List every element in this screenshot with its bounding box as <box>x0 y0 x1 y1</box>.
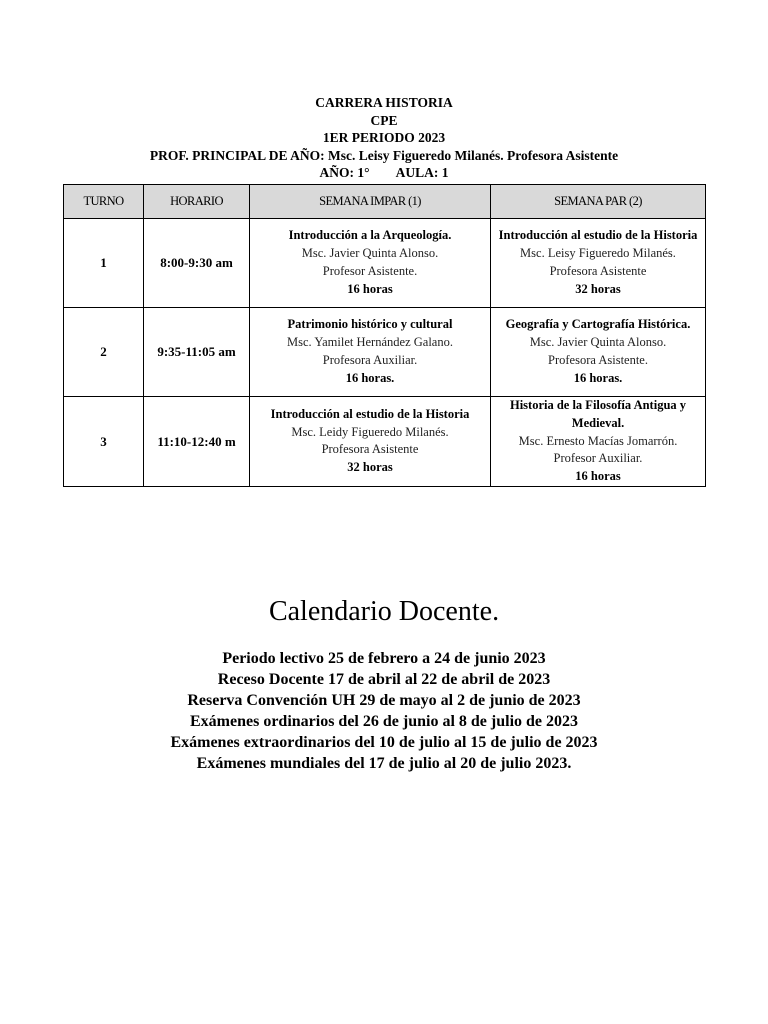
calendar-item: Receso Docente 17 de abril al 22 de abril de 2023 <box>217 671 551 688</box>
course-name: Geografía y Cartografía Histórica. <box>505 317 691 332</box>
header-semana-par: SEMANA PAR (2) <box>491 185 706 219</box>
course-hours: 32 horas <box>347 460 393 475</box>
calendar-item: Reserva Convención UH 29 de mayo al 2 de junio de 2023 <box>187 692 581 709</box>
turno-cell: 2 <box>64 308 144 397</box>
period-title: 1ER PERIODO 2023 <box>322 130 446 145</box>
teacher-name: Msc. Javier Quinta Alonso. <box>301 246 439 261</box>
course-name: Historia de la Filosofía Antigua y Medieval. <box>509 398 687 430</box>
career-title: CARRERA HISTORIA <box>315 95 453 110</box>
course-name: Introducción al estudio de la Historia <box>270 406 470 421</box>
teacher-name: Msc. Yamilet Hernández Galano. <box>287 335 453 350</box>
course-name: Introducción a la Arqueología. <box>288 228 452 243</box>
course-hours: 16 horas <box>575 469 621 484</box>
table-header-row <box>64 185 706 219</box>
impar-cell <box>250 219 491 308</box>
document-header <box>0 94 768 182</box>
schedule-table <box>63 184 706 487</box>
horario-cell: 9:35-11:05 am <box>144 308 250 397</box>
calendar-title: Calendario Docente. <box>268 596 500 627</box>
course-hours: 16 horas. <box>573 370 623 385</box>
impar-cell <box>250 397 491 487</box>
horario-cell: 8:00-9:30 am <box>144 219 250 308</box>
impar-cell <box>250 308 491 397</box>
turno-cell: 1 <box>64 219 144 308</box>
calendar-item: Exámenes extraordinarios del 10 de julio al 15 de julio de 2023 <box>170 734 598 751</box>
calendar-list <box>0 648 768 774</box>
table-row <box>64 219 706 308</box>
course-hours: 32 horas <box>575 281 621 296</box>
table-row <box>64 308 706 397</box>
header-turno: TURNO <box>64 185 144 219</box>
program-code: CPE <box>370 112 398 128</box>
year-label: AÑO: 1° <box>319 165 370 180</box>
par-cell <box>491 397 706 487</box>
course-hours: 16 horas. <box>345 370 395 385</box>
teacher-rank: Profesora Asistente. <box>548 353 648 367</box>
teacher-rank: Profesora Asistente <box>321 442 419 457</box>
par-cell <box>491 308 706 397</box>
header-semana-impar: SEMANA IMPAR (1) <box>250 185 491 219</box>
teacher-name: Msc. Javier Quinta Alonso. <box>529 335 667 350</box>
table-row <box>64 397 706 487</box>
calendar-item: Exámenes ordinarios del 26 de junio al 8 de julio de 2023 <box>189 713 579 730</box>
turno-cell: 3 <box>64 397 144 487</box>
course-hours: 16 horas <box>347 281 393 296</box>
teacher-rank: Profesora Asistente <box>549 264 647 278</box>
teacher-name: Msc. Ernesto Macías Jomarrón. <box>518 433 678 448</box>
teacher-rank: Profesora Auxiliar. <box>322 353 418 367</box>
course-name: Patrimonio histórico y cultural <box>287 317 453 332</box>
calendar-item: Exámenes mundiales del 17 de julio al 20 de julio 2023. <box>196 755 572 772</box>
aula-label: AULA: 1 <box>395 165 449 180</box>
course-name: Introducción al estudio de la Historia <box>498 228 698 243</box>
teacher-name: Msc. Leisy Figueredo Milanés. <box>520 246 676 261</box>
principal-professor: PROF. PRINCIPAL DE AÑO: Msc. Leisy Figueredo Milanés. Profesora Asistente <box>149 147 619 163</box>
header-horario: HORARIO <box>144 185 250 219</box>
teacher-rank: Profesor Auxiliar. <box>553 451 643 466</box>
par-cell <box>491 219 706 308</box>
teacher-name: Msc. Leidy Figueredo Milanés. <box>291 424 449 439</box>
teacher-rank: Profesor Asistente. <box>322 264 418 278</box>
year-aula-line <box>0 164 768 182</box>
horario-cell: 11:10-12:40 m <box>144 397 250 487</box>
calendar-item: Periodo lectivo 25 de febrero a 24 de junio 2023 <box>222 650 546 667</box>
